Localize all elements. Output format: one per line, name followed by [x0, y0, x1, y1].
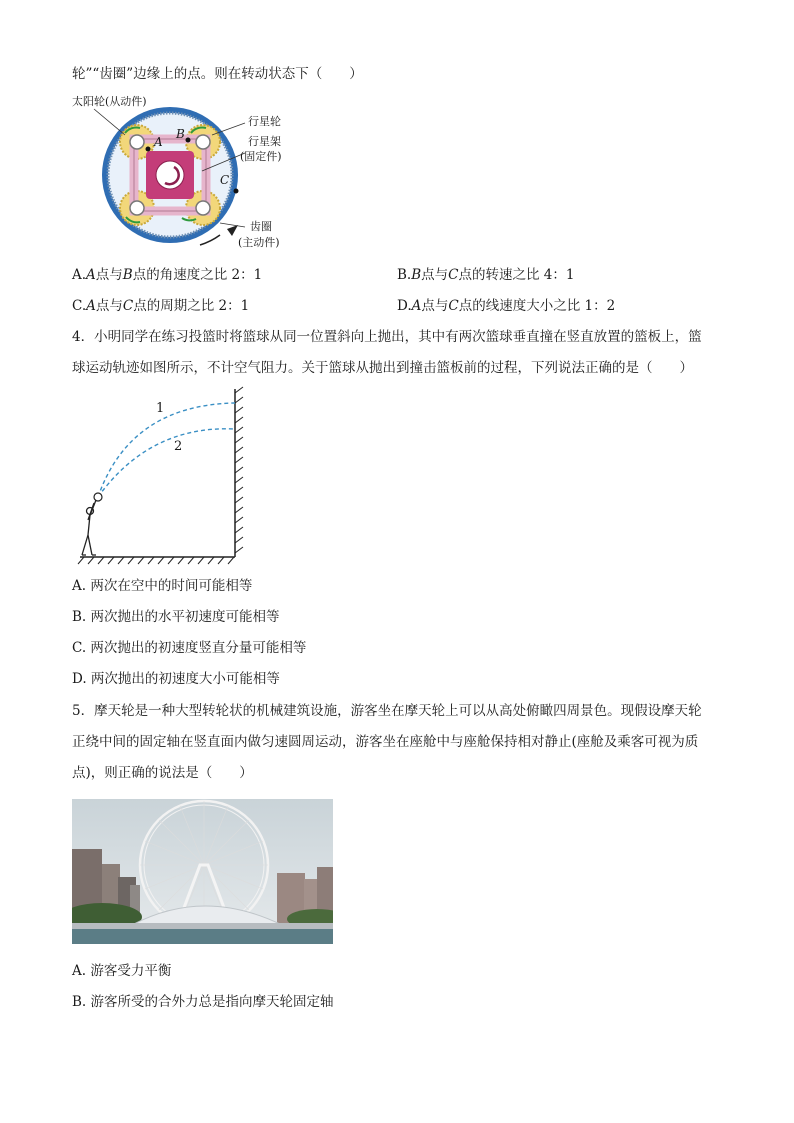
q4-option-b[interactable]: B. 两次抛出的水平初速度可能相等: [72, 609, 280, 625]
q4-stem-line-1: 4．小明同学在练习投篮时将篮球从同一位置斜向上抛出，其中有两次篮球垂直撞在竖直放置的篮板上，篮: [72, 329, 702, 345]
ferris-wheel-illustration: [72, 799, 333, 944]
ground-hatching: [78, 557, 234, 564]
trajectory-1: [98, 403, 235, 497]
player-figure: [82, 500, 96, 555]
label-point-c: C: [220, 173, 230, 187]
q3-option-a[interactable]: A.A点与B点的角速度之比 2：1: [72, 267, 263, 283]
q4-option-c[interactable]: C. 两次抛出的初速度竖直分量可能相等: [72, 640, 307, 656]
q3-option-b[interactable]: B.B点与C点的转速之比 4：1: [397, 267, 575, 283]
planetary-gear-diagram: [70, 95, 320, 255]
basketball: [94, 493, 102, 501]
label-carrier: 行星架: [248, 135, 281, 148]
q4-option-d[interactable]: D. 两次抛出的初速度大小可能相等: [72, 671, 280, 687]
q5-stem-line-1: 5．摩天轮是一种大型转轮状的机械建筑设施，游客坐在摩天轮上可以从高处俯瞰四周景色。现假设摩天轮: [72, 703, 702, 719]
basketball-trajectory-figure: [70, 385, 250, 565]
q5-stem-line-2: 正绕中间的固定轴在竖直面内做匀速圆周运动，游客坐在座舱中与座舱保持相对静止(座舱及乘客可视为质: [72, 734, 699, 750]
trajectory-1-label: 1: [156, 401, 165, 416]
label-ring-gear: 齿圈: [250, 220, 272, 233]
q5-option-b[interactable]: B. 游客所受的合外力总是指向摩天轮固定轴: [72, 994, 334, 1010]
planetary-gear-figure: [70, 95, 320, 255]
q4-option-a[interactable]: A. 两次在空中的时间可能相等: [72, 578, 253, 594]
label-point-b: B: [176, 127, 185, 141]
label-sun-gear: 太阳轮(从动件): [72, 95, 147, 108]
river: [72, 929, 333, 944]
trajectory-2: [98, 429, 235, 497]
q3-option-c[interactable]: C.A点与C点的周期之比 2：1: [72, 298, 250, 314]
trajectory-2-label: 2: [174, 439, 183, 454]
backboard-hatching: [235, 387, 243, 553]
ferris-wheel-photo: [72, 799, 333, 944]
label-point-a: A: [154, 135, 163, 149]
intro-line: 轮”“齿圈”边缘上的点。则在转动状态下（ ）: [72, 66, 363, 82]
point-b-dot: [186, 138, 191, 143]
q5-stem-line-3: 点)，则正确的说法是（ ）: [72, 765, 253, 781]
q3-option-d[interactable]: D.A点与C点的线速度大小之比 1：2: [397, 298, 616, 314]
label-ring-driver: (主动件): [238, 236, 280, 249]
point-c-dot: [234, 189, 239, 194]
point-a-dot: [146, 147, 151, 152]
q4-stem-line-2: 球运动轨迹如图所示，不计空气阻力。关于篮球从抛出到撞击篮板前的过程，下列说法正确的是（ ）: [72, 360, 693, 376]
q5-option-a[interactable]: A. 游客受力平衡: [72, 963, 172, 979]
label-carrier-fixed: (固定件): [240, 150, 282, 163]
label-planet-gear: 行星轮: [248, 115, 281, 128]
